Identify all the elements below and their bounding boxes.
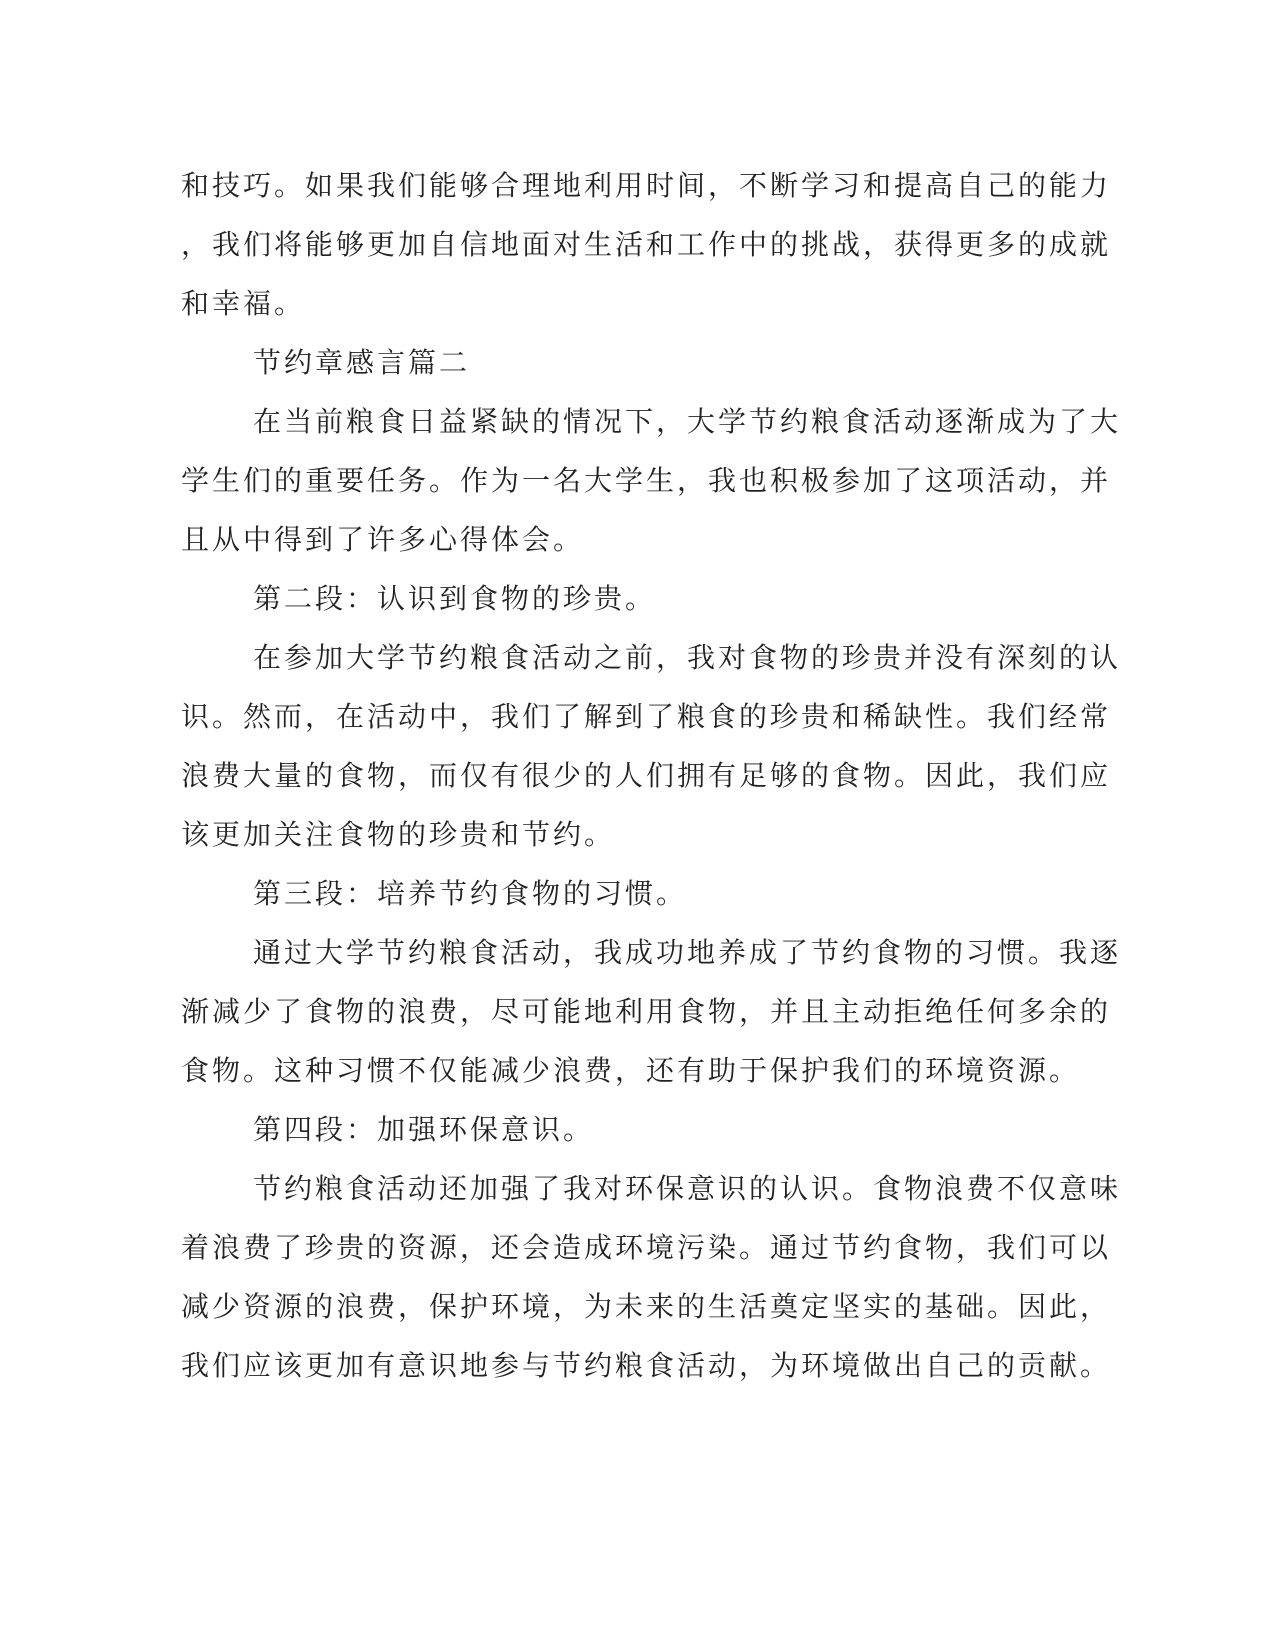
body-line: 在参加大学节约粮食活动之前，我对食物的珍贵并没有深刻的认 — [253, 641, 1122, 674]
body-line: 浪费大量的食物，而仅有很少的人们拥有足够的食物。因此，我们应 — [181, 759, 1112, 792]
body-line: ，我们将能够更加自信地面对生活和工作中的挑战，获得更多的成就 — [181, 228, 1112, 261]
body-line: 和幸福。 — [181, 287, 306, 320]
section-heading-2: 第二段：认识到食物的珍贵。 — [253, 582, 657, 615]
section-heading-4: 第四段：加强环保意识。 — [253, 1113, 595, 1146]
body-line: 识。然而，在活动中，我们了解到了粮食的珍贵和稀缺性。我们经常 — [181, 700, 1112, 733]
body-line: 食物。这种习惯不仅能减少浪费，还有助于保护我们的环境资源。 — [181, 1054, 1081, 1087]
body-line: 和技巧。如果我们能够合理地利用时间，不断学习和提高自己的能力 — [181, 169, 1112, 202]
body-line: 渐减少了食物的浪费，尽可能地利用食物，并且主动拒绝任何多余的 — [181, 995, 1112, 1028]
body-line: 且从中得到了许多心得体会。 — [181, 523, 585, 556]
body-line: 减少资源的浪费，保护环境，为未来的生活奠定坚实的基础。因此， — [181, 1290, 1112, 1323]
body-line: 通过大学节约粮食活动，我成功地养成了节约食物的习惯。我逐 — [253, 936, 1122, 969]
body-line: 我们应该更加有意识地参与节约粮食活动，为环境做出自己的贡献。 — [181, 1349, 1112, 1382]
section-heading-3: 第三段：培养节约食物的习惯。 — [253, 877, 688, 910]
body-line: 该更加关注食物的珍贵和节约。 — [181, 818, 616, 851]
section-title: 节约章感言篇二 — [253, 346, 471, 379]
body-line: 学生们的重要任务。作为一名大学生，我也积极参加了这项活动，并 — [181, 464, 1112, 497]
body-line: 在当前粮食日益紧缺的情况下，大学节约粮食活动逐渐成为了大 — [253, 405, 1122, 438]
document-body — [181, 156, 1122, 1395]
body-line: 节约粮食活动还加强了我对环保意识的认识。食物浪费不仅意味 — [253, 1172, 1122, 1205]
body-line: 着浪费了珍贵的资源，还会造成环境污染。通过节约食物，我们可以 — [181, 1231, 1112, 1264]
